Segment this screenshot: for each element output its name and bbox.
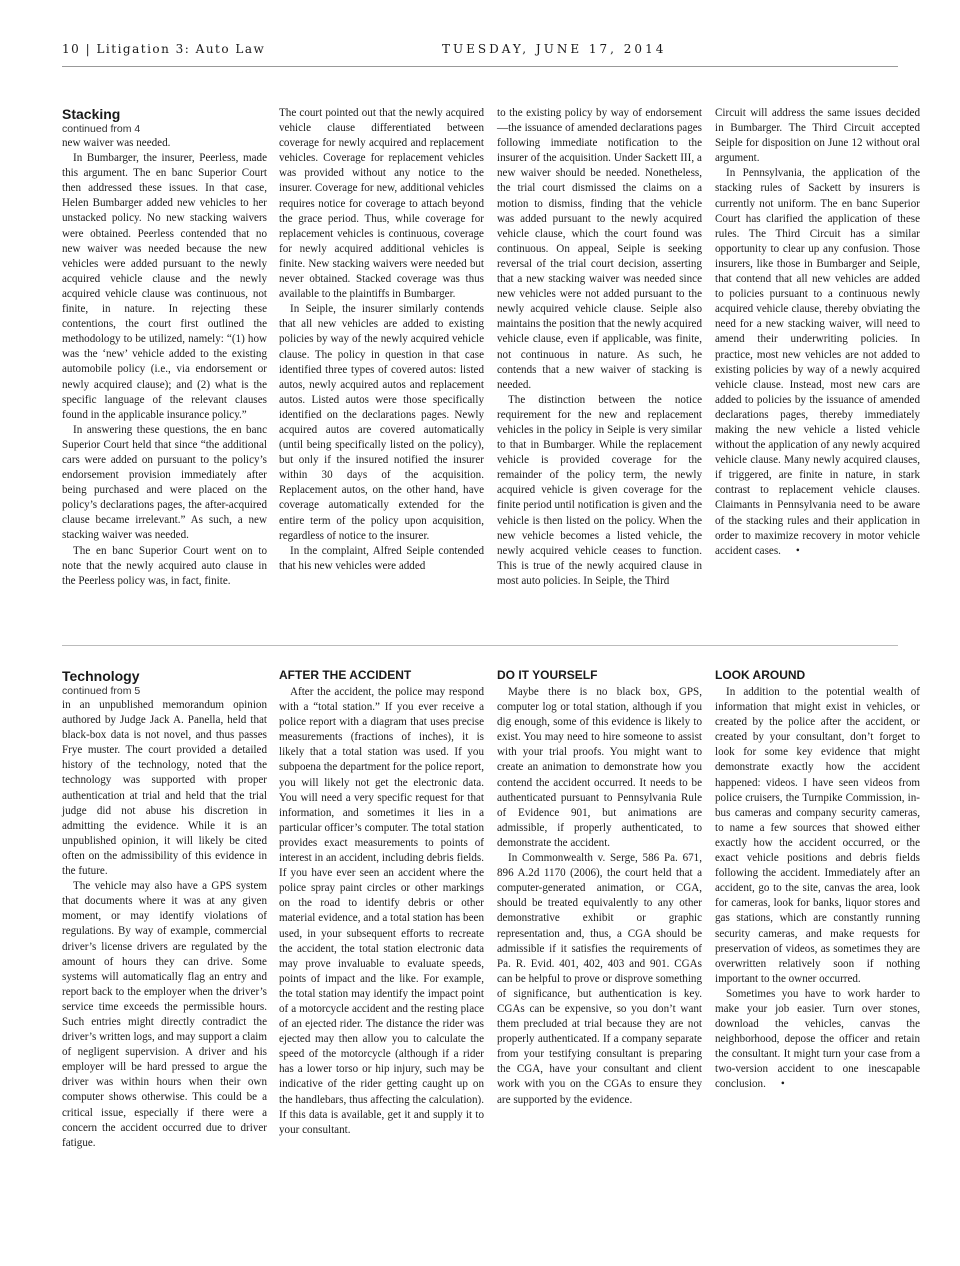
paragraph: The court pointed out that the newly acquired vehicle clause differentiated between coverage for newly acquired and replacement vehicles. Coverage for replacement vehicles was provided without any notice to the insurer. Coverage for new, additional vehicles requires notice for coverage to attach beyond the grace period. Thus, while coverage for replacement vehicles is continuous, coverage for newly acquired additional vehicles is finite. New stacking waivers were needed but never obtained. Stacked coverage was thus available to the plaintiffs in Bumbarger. — [279, 107, 484, 301]
section-divider — [62, 645, 898, 646]
paragraph: In Commonwealth v. Serge, 586 Pa. 671, 896 A.2d 1170 (2006), the court held that a computer-generated animation, or CGA, should be treated equivalently to any other demonstrative exhibit or graphic representation and, thus, a CGA should be admissible if it satisfies the requirements of Pa. R. Evid. 401, 402, 403 and 901. CGAs can be helpful to prove or disprove something of significance, but authentication is key. CGAs can be expensive, so you don’t want them precluded at trial because they are not properly authenticated. If a company separate from your testifying consultant is preparing the CGA, have your consultant and client work with you on the CGAs to ensure they are supported by the evidence. — [497, 852, 702, 1106]
paragraph — [715, 166, 920, 558]
technology-article — [62, 668, 920, 1168]
stacking-column-4 — [715, 106, 920, 559]
technology-continued-line: continued from 5 — [62, 685, 141, 697]
paragraph: After the accident, the police may respond with a “total station.” If you ever receive a police report with a diagram that uses precise measurements (fractions of inches), it is likely that a total station was used. If you subpoena the department for the police report, you will likely not get the electronic data. You will need a very specific request for that information, and sometimes it lies in a particular officer’s computer. The total station provides exact measurements to points of interest in an accident, including debris fields. If you have ever seen an accident where the police spray paint circles or other markings on the road to identify debris or other material evidence, and a total station has been used, in your subsequent efforts to recreate the accident, the total station electronic data may prove invaluable to evaluate speeds, points of impact and the like. For example, the total station may identify the impact point of a motorcycle accident and the resting place of an ejected rider. The distance the rider was ejected may then allow you to calculate the speed of the motorcycle (although if a rider has a lower torso or hip injury, such may be indicative of the rider getting caught up on the handlebars, thus affecting the calculation). If this data is available, get it and supply it to your consultant. — [279, 686, 484, 1136]
technology-title: Technology — [62, 668, 140, 684]
paragraph: Circuit will address the same issues decided in Bumbarger. The Third Circuit accepted Seiple for disposition on June 12 without oral argument. — [715, 107, 920, 165]
technology-column-2 — [279, 668, 484, 1138]
stacking-article — [62, 106, 920, 631]
paragraph: new waiver was needed. — [62, 137, 171, 149]
folio: 10 | Litigation 3: Auto Law — [62, 42, 266, 56]
paragraph: to the existing policy by way of endorsement—the issuance of amended declarations pages following immediate notification to the insurer of the acquisition. Under Sackett III, a new waiver should be needed. Nonetheless, the trial court dismissed the claims on a motion to dismiss, finding that the vehicle was added pursuant to the newly acquired vehicle clause, which the court found was continuous. On appeal, Seiple is seeking reversal of the trial court decision, asserting that a new stacking waiver was needed since new vehicles were not added pursuant to the newly acquired vehicle clause. Seiple also maintains the position that the newly acquired vehicle clause, even if applicable, was finite, not continuous in nature. As such, he contends that a new waiver of stacking is needed. — [497, 107, 702, 391]
end-mark: • — [780, 1078, 785, 1091]
header-rule — [62, 66, 898, 67]
paragraph: In Bumbarger, the insurer, Peerless, made this argument. The en banc Superior Court then addressed these issues. In that case, Helen Bumbarger added new vehicles to her unstacked policy. No new stacking waivers were obtained. Peerless contended that no new waiver was needed because the new vehicles were added pursuant to the newly acquired vehicle clause and the newly acquired vehicle clause was continuous, not finite, in nature. In rejecting these contentions, the court first outlined the methodology to be utilized, namely: “(1) how was the ‘new’ vehicle added to the existing automobile policy (i.e., via endorsement or newly acquired clause); and (2) what is the specific language of the relevant clauses found in the applicable insurance policy.” — [62, 152, 267, 421]
paragraph: In the complaint, Alfred Seiple contended that his new vehicles were added — [279, 544, 484, 572]
page-header — [62, 42, 898, 62]
paragraph: Maybe there is no black box, GPS, computer log or total station, although if you dig enough, some of this evidence is likely to exist. You may need to hire someone to assist with your trial proofs. You might want to create an animation to demonstrate how you contend the accident occurred. It needs to be authenticated pursuant to Pennsylvania Rule of Evidence 901, but animations are admissible, if properly authenticated, to demonstrate the accident. — [497, 686, 702, 849]
paragraph — [715, 987, 920, 1093]
paragraph: In Seiple, the insurer similarly contends that all new vehicles are added to existing policies by way of the newly acquired vehicle clause. The policy in question in that case identified three types of covered autos: listed autos, newly acquired autos and replacement autos. Listed autos were those specifically identified on the declarations pages. Newly acquired autos are covered automatically (until being specifically listed on the policy), but only if the insured notified the insurer within 30 days of the acquisition. Replacement autos, on the other hand, have coverage automatically extended for the entire term of the policy upon acquisition, regardless of notice to the insurer. — [279, 303, 484, 542]
paragraph: In addition to the potential wealth of information that might exist in vehicles, or created by the police after the accident, or created by your consultant, don’t forget to look for some key evidence that might demonstrate exactly how the accident happened: videos. I have seen videos from police cruisers, the Turnpike Commission, in-bus cameras and company security cameras, to name a few sources that showed either exactly how the accident occurred, or the exact vehicle positions and debris fields following the accident. Immediately after an accident, go to the site, canvas the area, look for cameras, look for banks, liquor stores and gas stations, which are constantly running security cameras, and make requests for preservation of videos, as sometimes they are overwritten relatively soon if nothing important to the owner occurred. — [715, 686, 920, 985]
stacking-continued-line: continued from 4 — [62, 123, 141, 135]
subhead-after-the-accident: AFTER THE ACCIDENT — [279, 668, 412, 682]
stacking-column-2 — [279, 106, 484, 574]
technology-column-4 — [715, 668, 920, 1093]
stacking-column-1 — [62, 106, 267, 589]
stacking-column-3 — [497, 106, 702, 589]
technology-column-1 — [62, 668, 267, 1151]
paragraph-text: In Pennsylvania, the application of the stacking rules of Sackett by insurers is currently not uniform. The en banc Superior Court has clarified the application of these rules. The Third Circuit has a similar opportunity to clear up any confusion. Those insurers, like those in Bumbarger and Seiple, that contend that all new vehicles are added to policies pursuant to a continuous newly acquired vehicle clause, thereby obviating the need for a new stacking waiver, will need to amend their underwriting policies. In practice, most new vehicles are not added to existing policies by way of a newly acquired vehicle clause. Instead, most new cars are added to policies by the issuance of amended declarations pages, thereby immediately making the new vehicle a listed vehicle without the application of any newly acquired vehicle clause. Many newly acquired clauses, if triggered, are finite in nature, in stark contrast to replacement vehicle clauses. Claimants in Pennsylvania need to be aware of the stacking rules and their application in order to maximize recovery in motor vehicle accident cases. — [715, 167, 920, 557]
end-mark: • — [795, 544, 800, 557]
stacking-title: Stacking — [62, 106, 121, 122]
paragraph-text: Sometimes you have to work harder to make your job easier. Turn over stones, download the vehicles, canvas the neighborhood, depose the officer and retain the consultant. It might turn your case from a two-version accident to one inescapable conclusion. — [715, 987, 920, 1091]
subhead-do-it-yourself: DO IT YOURSELF — [497, 668, 598, 682]
paragraph: The en banc Superior Court went on to note that the newly acquired auto clause in the Peerless policy was, in fact, finite. — [62, 544, 267, 587]
paragraph: The distinction between the notice requirement for the new and replacement vehicles in the policy in Seiple is very similar to that in Bumbarger. While the replacement vehicle is provided coverage for the remainder of the policy term, the newly acquired vehicle is given coverage for the finite period until notification is given and the vehicle is then listed on the policy. When the new vehicle becomes a listed vehicle, the newly acquired vehicle ceases to function. This is true of the newly acquired clause in most auto policies. In Seiple, the Third — [497, 393, 702, 587]
issue-date: TUESDAY, JUNE 17, 2014 — [442, 42, 667, 56]
subhead-look-around: LOOK AROUND — [715, 668, 806, 682]
paragraph: In answering these questions, the en banc Superior Court held that since “the additional cars were added on pursuant to the policy’s endorsement provision immediately after being purchased and were placed on the policy’s declarations pages, the after-acquired clause became irrelevant.” As such, a new stacking waiver was needed. — [62, 423, 267, 542]
paragraph: in an unpublished memorandum opinion authored by Judge Jack A. Panella, held that black-box data is not novel, and thus passes Frye muster. The court provided a detailed history of the technology, noted that the technology was supported with proper authentication at trial and held that the trial judge did not abuse his discretion in admitting the evidence. While it is an unpublished opinion, it will likely be cited often on the admissibility of this evidence in the future. — [62, 699, 267, 878]
paragraph: The vehicle may also have a GPS system that documents where it was at any given moment, or may identify violations of regulations. By way of example, commercial driver’s license drivers are regulated by the amount of hours they can drive. Some systems will automatically flag an entry and report back to the employer when the driver’s service time exceeds the permissible hours. Such entries might directly contradict the driver’s written logs, and may support a claim of negligent supervision. A driver and his employer will be hard pressed to argue the driver was within hours when their own computer shows otherwise. This could be a critical issue, especially if there were a concern the accident occurred due to driver fatigue. — [62, 880, 267, 1149]
technology-column-3 — [497, 668, 702, 1108]
